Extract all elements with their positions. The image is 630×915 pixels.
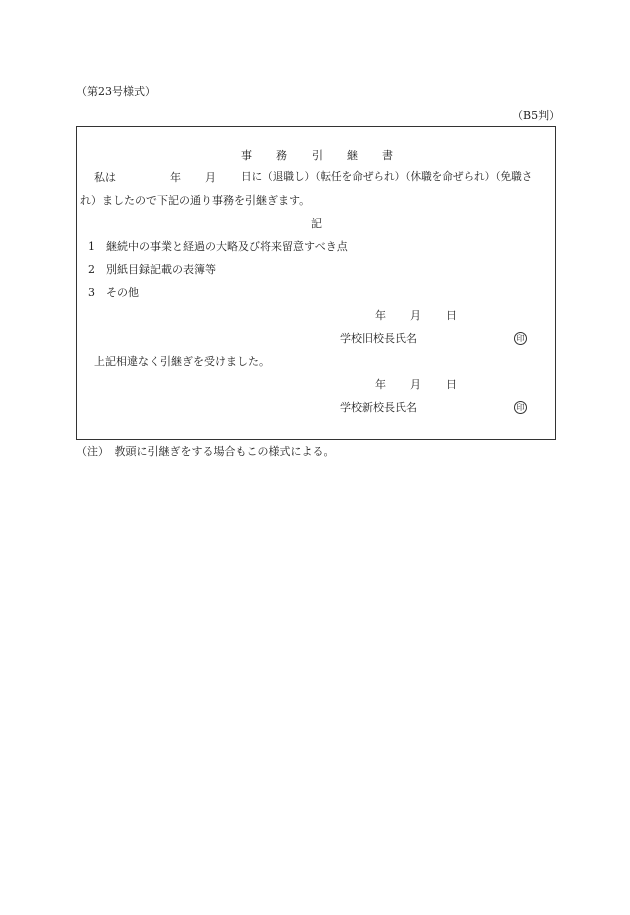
date1-year: 年: [375, 309, 386, 322]
item-text: 継続中の事業と経過の大略及び将来留意すべき点: [106, 240, 348, 253]
item-text: 別紙目録記載の表簿等: [106, 263, 216, 276]
body-line1-rest: 日に（退職し）（転任を命ぜられ）（休職を命ぜられ）（免職さ: [241, 171, 533, 183]
date2-day: 日: [446, 378, 457, 391]
body-year: 年: [170, 171, 181, 184]
body-month: 月: [205, 171, 216, 184]
item-number: 1: [88, 240, 95, 253]
body-line2: れ）ましたので下記の通り事務を引継ぎます。: [80, 194, 311, 207]
date2-year: 年: [375, 378, 386, 391]
body-watashi: 私は: [94, 171, 116, 184]
title-char: 事: [241, 149, 252, 162]
title-char: 引: [312, 149, 323, 162]
item-text: その他: [106, 286, 139, 299]
title-char: 書: [382, 149, 393, 162]
date1-day: 日: [446, 309, 457, 322]
seal-icon: 印: [514, 332, 527, 345]
new-principal-label: 学校新校長氏名: [340, 401, 417, 414]
ki-heading: 記: [311, 217, 322, 230]
acceptance-text: 上記相違なく引継ぎを受けました。: [94, 355, 270, 368]
item-number: 2: [88, 263, 95, 276]
item-number: 3: [88, 286, 95, 299]
paper-size-label: （B5判）: [512, 109, 561, 122]
title-char: 務: [276, 149, 287, 162]
date1-month: 月: [410, 309, 421, 322]
title-char: 継: [347, 149, 358, 162]
form-number: （第23号様式）: [76, 85, 156, 98]
old-principal-label: 学校旧校長氏名: [340, 332, 417, 345]
seal-icon: 印: [514, 401, 527, 414]
footnote: （注） 教頭に引継ぎをする場合もこの様式による。: [76, 445, 335, 458]
date2-month: 月: [410, 378, 421, 391]
